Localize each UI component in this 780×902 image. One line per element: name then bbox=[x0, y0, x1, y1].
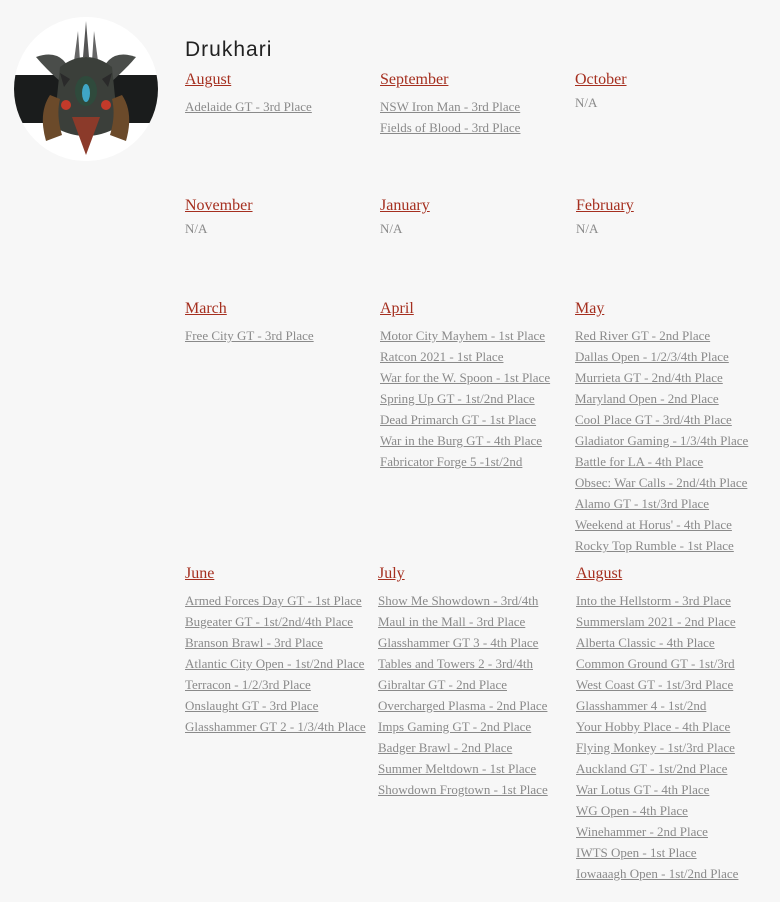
tournament-result-link[interactable]: Terracon - 1/2/3rd Place bbox=[185, 677, 311, 692]
month-heading-link[interactable]: August bbox=[185, 71, 232, 88]
tournament-result-link[interactable]: Summer Meltdown - 1st Place bbox=[378, 761, 537, 776]
tournament-result-link[interactable]: Glasshammer GT 3 - 4th Place bbox=[378, 635, 539, 650]
month-heading-link[interactable]: March bbox=[185, 300, 227, 317]
tournament-result-link[interactable]: Overcharged Plasma - 2nd Place bbox=[378, 698, 548, 713]
month-section bbox=[380, 196, 430, 239]
tournament-result-link[interactable]: War Lotus GT - 4th Place bbox=[576, 782, 710, 797]
tournament-list bbox=[185, 218, 253, 239]
tournament-result-link[interactable]: Your Hobby Place - 4th Place bbox=[576, 719, 731, 734]
tournament-result-link[interactable]: Iowaaagh Open - 1st/2nd Place bbox=[576, 866, 739, 881]
month-heading-link[interactable]: June bbox=[185, 565, 215, 582]
tournament-list bbox=[185, 96, 312, 117]
tournament-result-link[interactable]: Into the Hellstorm - 3rd Place bbox=[576, 593, 731, 608]
drukhari-emblem-icon bbox=[14, 17, 158, 161]
tournament-list bbox=[576, 218, 634, 239]
no-results-text: N/A bbox=[380, 221, 403, 236]
tournament-list bbox=[185, 325, 314, 346]
month-section bbox=[576, 564, 738, 884]
tournament-result-link[interactable]: Battle for LA - 4th Place bbox=[575, 454, 704, 469]
tournament-result-link[interactable]: Badger Brawl - 2nd Place bbox=[378, 740, 513, 755]
tournament-list bbox=[576, 590, 738, 884]
month-section bbox=[378, 564, 548, 800]
month-heading-link[interactable]: September bbox=[380, 71, 449, 88]
month-section bbox=[380, 70, 520, 138]
tournament-result-link[interactable]: Spring Up GT - 1st/2nd Place bbox=[380, 391, 535, 406]
tournament-result-link[interactable]: Imps Gaming GT - 2nd Place bbox=[378, 719, 532, 734]
tournament-result-link[interactable]: Dead Primarch GT - 1st Place bbox=[380, 412, 537, 427]
month-section bbox=[185, 564, 366, 737]
tournament-result-link[interactable]: Auckland GT - 1st/2nd Place bbox=[576, 761, 728, 776]
tournament-result-link[interactable]: Dallas Open - 1/2/3/4th Place bbox=[575, 349, 729, 364]
tournament-result-link[interactable]: Tables and Towers 2 - 3rd/4th bbox=[378, 656, 533, 671]
tournament-result-link[interactable]: Branson Brawl - 3rd Place bbox=[185, 635, 323, 650]
month-section bbox=[185, 70, 312, 117]
tournament-result-link[interactable]: Free City GT - 3rd Place bbox=[185, 328, 314, 343]
tournament-result-link[interactable]: Maul in the Mall - 3rd Place bbox=[378, 614, 526, 629]
tournament-result-link[interactable]: Glasshammer GT 2 - 1/3/4th Place bbox=[185, 719, 366, 734]
tournament-result-link[interactable]: Fabricator Forge 5 -1st/2nd bbox=[380, 454, 523, 469]
month-section bbox=[185, 196, 253, 239]
tournament-result-link[interactable]: Motor City Mayhem - 1st Place bbox=[380, 328, 546, 343]
tournament-result-link[interactable]: Weekend at Horus' - 4th Place bbox=[575, 517, 732, 532]
tournament-result-link[interactable]: Red River GT - 2nd Place bbox=[575, 328, 711, 343]
tournament-result-link[interactable]: Showdown Frogtown - 1st Place bbox=[378, 782, 548, 797]
tournament-list bbox=[185, 590, 366, 737]
tournament-result-link[interactable]: Ratcon 2021 - 1st Place bbox=[380, 349, 504, 364]
tournament-result-link[interactable]: Adelaide GT - 3rd Place bbox=[185, 99, 312, 114]
tournament-result-link[interactable]: Glasshammer 4 - 1st/2nd bbox=[576, 698, 707, 713]
tournament-result-link[interactable]: Winehammer - 2nd Place bbox=[576, 824, 708, 839]
no-results-text: N/A bbox=[185, 221, 208, 236]
tournament-result-link[interactable]: Gibraltar GT - 2nd Place bbox=[378, 677, 507, 692]
tournament-result-link[interactable]: War in the Burg GT - 4th Place bbox=[380, 433, 543, 448]
tournament-result-link[interactable]: WG Open - 4th Place bbox=[576, 803, 688, 818]
tournament-list bbox=[380, 96, 520, 138]
month-section bbox=[380, 299, 550, 472]
tournament-result-link[interactable]: Cool Place GT - 3rd/4th Place bbox=[575, 412, 732, 427]
month-section bbox=[575, 299, 748, 556]
tournament-result-link[interactable]: Armed Forces Day GT - 1st Place bbox=[185, 593, 362, 608]
no-results-text: N/A bbox=[576, 221, 599, 236]
tournament-result-link[interactable]: Show Me Showdown - 3rd/4th bbox=[378, 593, 539, 608]
month-heading-link[interactable]: April bbox=[380, 300, 414, 317]
faction-avatar bbox=[14, 17, 158, 161]
tournament-list bbox=[380, 218, 430, 239]
tournament-result-link[interactable]: Rocky Top Rumble - 1st Place bbox=[575, 538, 734, 553]
page-title: Drukhari bbox=[185, 38, 273, 61]
tournament-list bbox=[380, 325, 550, 472]
month-heading-link[interactable]: January bbox=[380, 197, 430, 214]
tournament-result-link[interactable]: Alberta Classic - 4th Place bbox=[576, 635, 715, 650]
tournament-result-link[interactable]: Atlantic City Open - 1st/2nd Place bbox=[185, 656, 365, 671]
tournament-result-link[interactable]: Murrieta GT - 2nd/4th Place bbox=[575, 370, 723, 385]
tournament-result-link[interactable]: Bugeater GT - 1st/2nd/4th Place bbox=[185, 614, 354, 629]
tournament-result-link[interactable]: Fields of Blood - 3rd Place bbox=[380, 120, 521, 135]
month-heading-link[interactable]: November bbox=[185, 197, 253, 214]
tournament-result-link[interactable]: Gladiator Gaming - 1/3/4th Place bbox=[575, 433, 749, 448]
month-section bbox=[185, 299, 314, 346]
month-heading-link[interactable]: May bbox=[575, 300, 605, 317]
tournament-list bbox=[378, 590, 548, 800]
tournament-result-link[interactable]: IWTS Open - 1st Place bbox=[576, 845, 697, 860]
tournament-result-link[interactable]: Onslaught GT - 3rd Place bbox=[185, 698, 319, 713]
tournament-result-link[interactable]: Obsec: War Calls - 2nd/4th Place bbox=[575, 475, 748, 490]
month-section bbox=[575, 70, 627, 113]
tournament-result-link[interactable]: Common Ground GT - 1st/3rd bbox=[576, 656, 735, 671]
tournament-result-link[interactable]: Maryland Open - 2nd Place bbox=[575, 391, 719, 406]
tournament-list bbox=[575, 325, 748, 556]
month-heading-link[interactable]: February bbox=[576, 197, 634, 214]
month-heading-link[interactable]: August bbox=[576, 565, 623, 582]
tournament-result-link[interactable]: NSW Iron Man - 3rd Place bbox=[380, 99, 521, 114]
tournament-result-link[interactable]: Flying Monkey - 1st/3rd Place bbox=[576, 740, 735, 755]
tournament-result-link[interactable]: War for the W. Spoon - 1st Place bbox=[380, 370, 551, 385]
tournament-result-link[interactable]: West Coast GT - 1st/3rd Place bbox=[576, 677, 734, 692]
no-results-text: N/A bbox=[575, 95, 598, 110]
month-heading-link[interactable]: October bbox=[575, 71, 627, 88]
month-heading-link[interactable]: July bbox=[378, 565, 405, 582]
month-section bbox=[576, 196, 634, 239]
tournament-result-link[interactable]: Alamo GT - 1st/3rd Place bbox=[575, 496, 710, 511]
tournament-list bbox=[575, 92, 627, 113]
tournament-result-link[interactable]: Summerslam 2021 - 2nd Place bbox=[576, 614, 736, 629]
